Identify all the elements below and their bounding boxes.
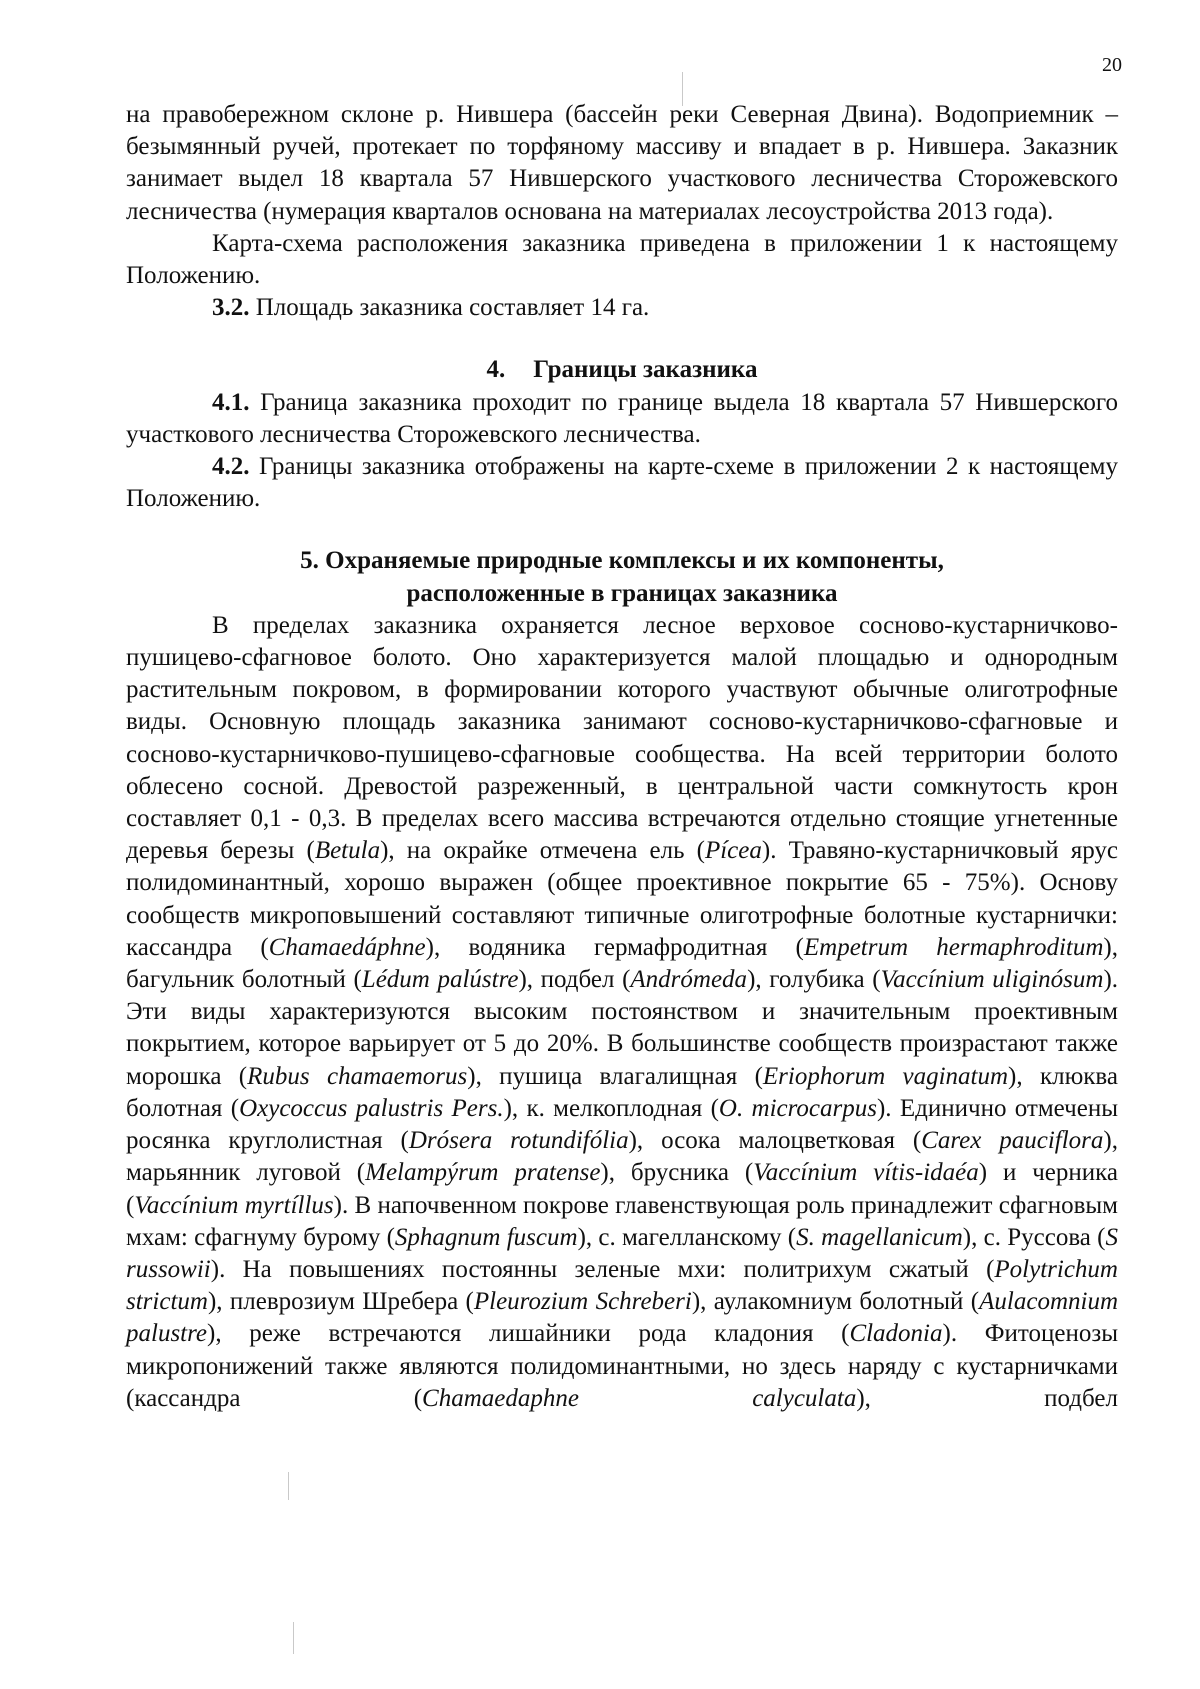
latin-name: Aulacomnium palustre: [126, 1288, 1119, 1348]
latin-name: O. microcarpus: [718, 1094, 877, 1122]
item-3-2: [126, 292, 1118, 324]
body-text: ), аулакомниум болотный (: [691, 1288, 980, 1316]
item-number: 4.1.: [212, 388, 250, 416]
latin-name: Polytrichum strictum: [126, 1255, 1118, 1316]
body-text: ), багульник болотный (: [126, 933, 1118, 994]
latin-name: Pícea: [704, 837, 762, 865]
latin-name: Andrómeda: [630, 966, 748, 994]
body-text: ), клюква болотная (: [126, 1062, 1118, 1122]
document-body: [126, 99, 1118, 1415]
body-text: ), пушица влагалищная (: [467, 1062, 763, 1090]
page-number: 20: [1102, 54, 1122, 76]
body-text: ), на окрайке отмечена ель (: [380, 837, 705, 865]
body-text: В пределах заказника охраняется лесное верховое сосново-кустарничково-пушицево-сфагновое болото. Оно характеризуется малой площадью и однородным растительным покровом, в формировании которого участвуют обычные олиготрофные виды. Основную площадь заказника занимают сосново-кустарничково-сфагновые и сосново-кустарничково-пушицево-сфагновые сообщества. На всей территории болото облесено сосной. Древостой разреженный, в центральной части сомкнутость крон составляет 0,1 - 0,3. В пределах всего массива встречаются отдельно стоящие угнетенные деревья березы (: [126, 611, 1118, 865]
scan-mark: [288, 1472, 289, 1500]
body-text: ), осока малоцветковая (: [628, 1127, 922, 1155]
latin-name: Vaccínium uliginósum: [880, 966, 1104, 994]
body-text: ), брусника (: [600, 1159, 754, 1187]
latin-name: Drósera rotundifólia: [408, 1127, 629, 1155]
body-text: ). Фитоценозы микропонижений также являются полидоминантными, но здесь наряду с кустарничками (кассандра (: [126, 1320, 1118, 1412]
body-text: ), голубика (: [747, 966, 881, 994]
item-4-2: [126, 451, 1118, 515]
latin-name: Sphagnum fuscum: [394, 1223, 578, 1251]
item-text: Границы заказника отображены на карте-схеме в приложении 2 к настоящему Положению.: [126, 453, 1118, 513]
body-text: ), водяника гермафродитная (: [425, 933, 804, 961]
latin-name: Empetrum hermaphroditum: [803, 933, 1104, 961]
latin-name: Eriophorum vaginatum: [762, 1062, 1009, 1090]
body-text: ), подбел (: [518, 966, 631, 994]
paragraph-location: на правобережном склоне р. Нившера (бассейн реки Северная Двина). Водоприемник – безымянный ручей, протекает по торфяному массиву и впадает в р. Нившера. Заказник занимает выдел 18 квартала 57 Нившерского участкового лесничества Сторожевского лесничества (нумерация кварталов основана на материалах лесоустройства 2013 года).: [126, 101, 1118, 225]
scan-mark: [293, 1622, 294, 1654]
body-text: ). Травяно-кустарничковый ярус полидоминантный, хорошо выражен (общее проективное покрытие 65 - 75%). Основу сообществ микроповышений составляют типичные олиготрофные болотные кустарнички: кассандра (: [126, 837, 1119, 961]
latin-name: Oxycoccus palustris Pers.: [239, 1094, 504, 1122]
item-text: Граница заказника проходит по границе выдела 18 квартала 57 Нившерского участкового лесничества Сторожевского лесничества.: [126, 388, 1118, 448]
item-text: Площадь заказника составляет 14 га.: [249, 294, 650, 322]
section-title: Границы заказника: [533, 356, 758, 384]
body-text: ). Эти виды характеризуются высоким постоянством и значительным проективным покрытием, которое варьирует от 5 до 20%. В большинстве сообществ произрастают также морошка (: [126, 966, 1119, 1090]
body-text: ), с. магелланскому (: [577, 1223, 797, 1251]
section-5-heading: [126, 545, 1118, 609]
body-text: ), марьянник луговой (: [126, 1127, 1118, 1187]
section-title-line-1: 5. Охраняемые природные комплексы и их компоненты,: [300, 547, 944, 575]
item-number: 3.2.: [212, 294, 250, 322]
section-number: 4.: [486, 356, 506, 384]
latin-name: Chamaedaphne calyculata: [422, 1384, 857, 1412]
latin-name: S. magellanicum: [796, 1223, 963, 1251]
section-4-heading: [126, 354, 1118, 386]
body-text: ). Единично отмечены росянка круглолистная (: [126, 1094, 1118, 1155]
item-number: 4.2.: [212, 453, 250, 481]
body-text: ). В напочвенном покрове главенствующая роль принадлежит сфагновым мхам: сфагнуму бурому (: [126, 1191, 1118, 1251]
latin-name: Pleurozium Schreberi: [473, 1288, 692, 1316]
body-text: ), плеврозиум Шребера (: [207, 1288, 474, 1316]
latin-name: Chamaedáphne: [268, 933, 426, 961]
latin-name: Vaccínium vítis-idaéa: [753, 1159, 979, 1187]
paragraph-map-reference: Карта-схема расположения заказника приведена в приложении 1 к настоящему Положению.: [126, 229, 1118, 290]
body-text: ), к. мелкоплодная (: [503, 1094, 719, 1122]
latin-name: Melampýrum pratense: [365, 1159, 601, 1187]
latin-name: Lédum palústre: [361, 966, 519, 994]
section-title-line-2: расположенные в границах заказника: [406, 579, 838, 607]
item-4-1: [126, 387, 1118, 451]
paragraph-protected-complexes: [126, 610, 1118, 1415]
body-text: ), реже встречаются лишайники рода кладония (: [207, 1320, 850, 1348]
latin-name: Betula: [314, 837, 381, 865]
body-text: ). На повышениях постоянны зеленые мхи: политрихум сжатый (: [210, 1255, 995, 1283]
latin-name: Vaccínium myrtíllus: [134, 1191, 334, 1219]
body-text: ), с. Руссова (: [962, 1223, 1106, 1251]
body-text: ) и черника (: [126, 1159, 1119, 1219]
latin-name: Carex pauciflora: [921, 1127, 1104, 1155]
latin-name: Cladonia: [849, 1320, 943, 1348]
latin-name: S russowii: [126, 1223, 1118, 1283]
latin-name: Rubus chamaemorus: [247, 1062, 468, 1090]
body-text: ), подбел: [856, 1384, 1118, 1412]
